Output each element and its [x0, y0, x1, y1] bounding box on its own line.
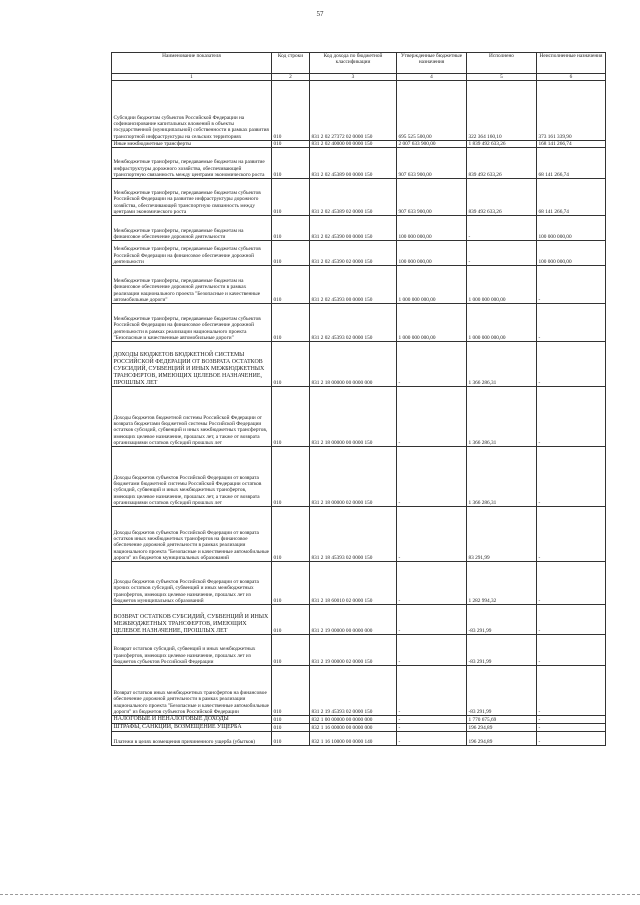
executed-cell: 1 366 286,31 — [467, 447, 537, 507]
line-code-cell: 010 — [272, 179, 310, 216]
unexecuted-cell: 100 000 000,00 — [537, 241, 606, 266]
unexecuted-cell: 68 141 266,74 — [537, 179, 606, 216]
line-code-cell: 010 — [272, 635, 310, 666]
unexecuted-cell: - — [537, 731, 606, 745]
table-header-row — [112, 53, 606, 74]
income-code-cell: 831 2 02 45393 02 0000 150 — [310, 304, 397, 342]
income-code-cell: 831 2 18 45393 02 0000 150 — [310, 507, 397, 562]
header-line-code: Код строки — [272, 53, 310, 74]
income-code-cell: 831 2 02 45390 00 0000 150 — [310, 216, 397, 241]
executed-cell: 196 294,89 — [467, 731, 537, 745]
line-code-cell: 010 — [272, 716, 310, 724]
indicator-name-cell: Доходы бюджетов бюджетной системы Российской Федерации от возврата бюджетами бюджетной системы Российской Федерации остатков субсидий, субвенций и иных межбюджетных трансфертов, имеющих целевое назначение, прошлых лет, а также от возврата организациями остатков субсидий прошлых лет — [112, 387, 272, 447]
column-number: 4 — [397, 74, 467, 81]
table-row — [112, 716, 606, 724]
executed-cell: 1 839 492 633,26 — [467, 141, 537, 148]
approved-cell: 100 000 000,00 — [397, 216, 467, 241]
budget-execution-table — [111, 52, 606, 746]
header-executed: Исполнено — [467, 53, 537, 74]
unexecuted-cell: 100 000 000,00 — [537, 216, 606, 241]
line-code-cell: 010 — [272, 342, 310, 387]
executed-cell: 1 282 994,32 — [467, 562, 537, 605]
unexecuted-cell: - — [537, 605, 606, 635]
line-code-cell: 010 — [272, 387, 310, 447]
approved-cell: - — [397, 562, 467, 605]
unexecuted-cell: 68 141 266,74 — [537, 148, 606, 179]
indicator-name-cell: ДОХОДЫ БЮДЖЕТОВ БЮДЖЕТНОЙ СИСТЕМЫ РОССИЙСКОЙ ФЕДЕРАЦИИ ОТ ВОЗВРАТА ОСТАТКОВ СУБСИДИЙ, СУБВЕНЦИЙ И ИНЫХ МЕЖБЮДЖЕТНЫХ ТРАНСФЕРТОВ, ИМЕЮЩИХ ЦЕЛЕВОЕ НАЗНАЧЕНИЕ, ПРОШЛЫХ ЛЕТ — [112, 342, 272, 387]
column-number: 2 — [272, 74, 310, 81]
line-code-cell: 010 — [272, 241, 310, 266]
line-code-cell: 010 — [272, 447, 310, 507]
executed-cell: 1 366 286,31 — [467, 387, 537, 447]
indicator-name-cell: Межбюджетные трансферты, передаваемые бюджетам на развитие инфраструктуры дорожного хозяйства, обеспечивающей транспортную связанность между центрами экономического роста — [112, 148, 272, 179]
line-code-cell: 010 — [272, 666, 310, 716]
column-number: 3 — [310, 74, 397, 81]
indicator-name-cell: Межбюджетные трансферты, передаваемые бюджетам на финансовое обеспечение дорожной деятельности — [112, 216, 272, 241]
income-code-cell: 832 1 16 00000 00 0000 000 — [310, 724, 397, 732]
header-indicator-name: Наименование показателя — [112, 53, 272, 74]
approved-cell: - — [397, 387, 467, 447]
unexecuted-cell: - — [537, 304, 606, 342]
table-body — [112, 81, 606, 746]
unexecuted-cell: - — [537, 507, 606, 562]
table-row — [112, 562, 606, 605]
executed-cell: - — [467, 241, 537, 266]
income-code-cell: 831 2 19 00000 02 0000 150 — [310, 635, 397, 666]
unexecuted-cell: - — [537, 342, 606, 387]
column-number: 5 — [467, 74, 537, 81]
unexecuted-cell: 168 141 266,74 — [537, 141, 606, 148]
table-row — [112, 179, 606, 216]
table-row — [112, 266, 606, 304]
executed-cell: -83 291,99 — [467, 605, 537, 635]
indicator-name-cell: Платежи в целях возмещения причиненного ущерба (убытков) — [112, 731, 272, 745]
line-code-cell: 010 — [272, 266, 310, 304]
unexecuted-cell: - — [537, 562, 606, 605]
unexecuted-cell: - — [537, 447, 606, 507]
executed-cell: -83 291,99 — [467, 635, 537, 666]
indicator-name-cell: Возврат остатков субсидий, субвенций и иных межбюджетных трансфертов, имеющих целевое назначение, прошлых лет из бюджетов субъектов Российской Федерации — [112, 635, 272, 666]
line-code-cell: 010 — [272, 731, 310, 745]
income-code-cell: 831 2 02 45393 00 0000 150 — [310, 266, 397, 304]
line-code-cell: 010 — [272, 304, 310, 342]
indicator-name-cell: Межбюджетные трансферты, передаваемые бюджетам на финансовое обеспечение дорожной деятельности в рамках реализации национального проекта "Безопасные и качественные автомобильные дороги" — [112, 266, 272, 304]
income-code-cell: 831 2 02 45389 02 0000 150 — [310, 179, 397, 216]
executed-cell: 1 000 000 000,00 — [467, 304, 537, 342]
approved-cell: - — [397, 724, 467, 732]
executed-cell: 1 366 286,31 — [467, 342, 537, 387]
unexecuted-cell: - — [537, 716, 606, 724]
approved-cell: 907 633 900,00 — [397, 179, 467, 216]
indicator-name-cell: Доходы бюджетов субъектов Российской Федерации от возврата остатков иных межбюджетных трансфертов на финансовое обеспечение дорожной деятельности в рамках реализации национального проекта "Безопасные и качественные автомобильные дороги" из бюджетов муниципальных образований — [112, 507, 272, 562]
table-row — [112, 605, 606, 635]
line-code-cell: 010 — [272, 724, 310, 732]
unexecuted-cell: - — [537, 266, 606, 304]
table-row — [112, 387, 606, 447]
scan-bottom-edge — [0, 894, 640, 897]
table-row — [112, 724, 606, 732]
income-code-cell: 832 1 16 10000 00 0000 140 — [310, 731, 397, 745]
column-number: 6 — [537, 74, 606, 81]
table-row — [112, 447, 606, 507]
column-number-row — [112, 74, 606, 81]
line-code-cell: 010 — [272, 81, 310, 141]
executed-cell: -83 291,99 — [467, 666, 537, 716]
line-code-cell: 010 — [272, 605, 310, 635]
executed-cell: 196 294,89 — [467, 724, 537, 732]
table-row — [112, 666, 606, 716]
income-code-cell: 831 2 02 40000 00 0000 150 — [310, 141, 397, 148]
line-code-cell: 010 — [272, 148, 310, 179]
income-code-cell: 831 2 02 27372 02 0000 150 — [310, 81, 397, 141]
executed-cell: 839 492 633,26 — [467, 179, 537, 216]
income-code-cell: 831 2 19 00000 00 0000 000 — [310, 605, 397, 635]
approved-cell: 695 525 500,00 — [397, 81, 467, 141]
approved-cell: - — [397, 447, 467, 507]
executed-cell: - — [467, 216, 537, 241]
table-row — [112, 342, 606, 387]
income-code-cell: 831 2 02 45390 02 0000 150 — [310, 241, 397, 266]
table-row — [112, 731, 606, 745]
page-number: 57 — [316, 10, 324, 18]
income-code-cell: 831 2 18 60010 02 0000 150 — [310, 562, 397, 605]
indicator-name-cell: НАЛОГОВЫЕ И НЕНАЛОГОВЫЕ ДОХОДЫ — [112, 716, 272, 724]
income-code-cell: 831 2 19 45393 02 0000 150 — [310, 666, 397, 716]
indicator-name-cell: Межбюджетные трансферты, передаваемые бюджетам субъектов Российской Федерации на финансовое обеспечение дорожной деятельности — [112, 241, 272, 266]
executed-cell: 1 770 675,69 — [467, 716, 537, 724]
approved-cell: - — [397, 605, 467, 635]
approved-cell: 1 000 000 000,00 — [397, 266, 467, 304]
header-approved: Утвержденные бюджетные назначения — [397, 53, 467, 74]
income-code-cell: 831 2 18 00000 02 0000 150 — [310, 447, 397, 507]
table-row — [112, 241, 606, 266]
indicator-name-cell: ВОЗВРАТ ОСТАТКОВ СУБСИДИЙ, СУБВЕНЦИЙ И ИНЫХ МЕЖБЮДЖЕТНЫХ ТРАНСФЕРТОВ, ИМЕЮЩИХ ЦЕЛЕВОЕ НАЗНАЧЕНИЕ, ПРОШЛЫХ ЛЕТ — [112, 605, 272, 635]
table-row — [112, 148, 606, 179]
approved-cell: - — [397, 342, 467, 387]
line-code-cell: 010 — [272, 216, 310, 241]
indicator-name-cell: Доходы бюджетов субъектов Российской Федерации от возврата прочих остатков субсидий, субвенций и иных межбюджетных трансфертов, имеющих целевое назначение, прошлых лет из бюджетов муниципальных образований — [112, 562, 272, 605]
executed-cell: 322 364 160,10 — [467, 81, 537, 141]
unexecuted-cell: - — [537, 666, 606, 716]
approved-cell: - — [397, 666, 467, 716]
table-row — [112, 304, 606, 342]
approved-cell: - — [397, 635, 467, 666]
approved-cell: 2 007 633 900,00 — [397, 141, 467, 148]
table-row — [112, 216, 606, 241]
executed-cell: 83 291,99 — [467, 507, 537, 562]
table-row — [112, 507, 606, 562]
table-row — [112, 81, 606, 141]
indicator-name-cell: Субсидии бюджетам субъектов Российской Федерации на софинансирование капитальных вложений в объекты государственной (муниципальной) собственности в рамках развития транспортной инфраструктуры на сельских территориях — [112, 81, 272, 141]
executed-cell: 839 492 633,26 — [467, 148, 537, 179]
approved-cell: - — [397, 731, 467, 745]
income-code-cell: 832 1 00 00000 00 0000 000 — [310, 716, 397, 724]
unexecuted-cell: 373 161 339,90 — [537, 81, 606, 141]
header-income-code: Код дохода по бюджетной классификации — [310, 53, 397, 74]
indicator-name-cell: Межбюджетные трансферты, передаваемые бюджетам субъектов Российской Федерации на развитие инфраструктуры дорожного хозяйства, обеспечивающей транспортную связанность между центрами экономического роста — [112, 179, 272, 216]
line-code-cell: 010 — [272, 141, 310, 148]
approved-cell: - — [397, 716, 467, 724]
income-code-cell: 831 2 18 00000 00 0000 000 — [310, 342, 397, 387]
line-code-cell: 010 — [272, 562, 310, 605]
unexecuted-cell: - — [537, 635, 606, 666]
approved-cell: 907 633 900,00 — [397, 148, 467, 179]
indicator-name-cell: Возврат остатков иных межбюджетных трансфертов на финансовое обеспечение дорожной деятельности в рамках реализации национального проекта "Безопасные и качественные автомобильные дороги" из бюджетов субъектов Российской Федерации — [112, 666, 272, 716]
unexecuted-cell: - — [537, 724, 606, 732]
approved-cell: 100 000 000,00 — [397, 241, 467, 266]
header-unexecuted: Неисполненные назначения — [537, 53, 606, 74]
indicator-name-cell: Доходы бюджетов субъектов Российской Федерации от возврата бюджетами бюджетной системы Российской Федерации остатков субсидий, субвенций и иных межбюджетных трансфертов, имеющих целевое назначение, прошлых лет, а также от возврата организациями остатков субсидий прошлых лет — [112, 447, 272, 507]
line-code-cell: 010 — [272, 507, 310, 562]
table-row — [112, 141, 606, 148]
executed-cell: 1 000 000 000,00 — [467, 266, 537, 304]
income-code-cell: 831 2 18 00000 00 0000 150 — [310, 387, 397, 447]
column-number: 1 — [112, 74, 272, 81]
approved-cell: - — [397, 507, 467, 562]
approved-cell: 1 000 000 000,00 — [397, 304, 467, 342]
unexecuted-cell: - — [537, 387, 606, 447]
income-code-cell: 831 2 02 45389 00 0000 150 — [310, 148, 397, 179]
indicator-name-cell: ШТРАФЫ, САНКЦИИ, ВОЗМЕЩЕНИЕ УЩЕРБА — [112, 724, 272, 732]
indicator-name-cell: Иные межбюджетные трансферты — [112, 141, 272, 148]
table-row — [112, 635, 606, 666]
indicator-name-cell: Межбюджетные трансферты, передаваемые бюджетам субъектов Российской Федерации на финансовое обеспечение дорожной деятельности в рамках реализации национального проекта "Безопасные и качественные автомобильные дороги" — [112, 304, 272, 342]
